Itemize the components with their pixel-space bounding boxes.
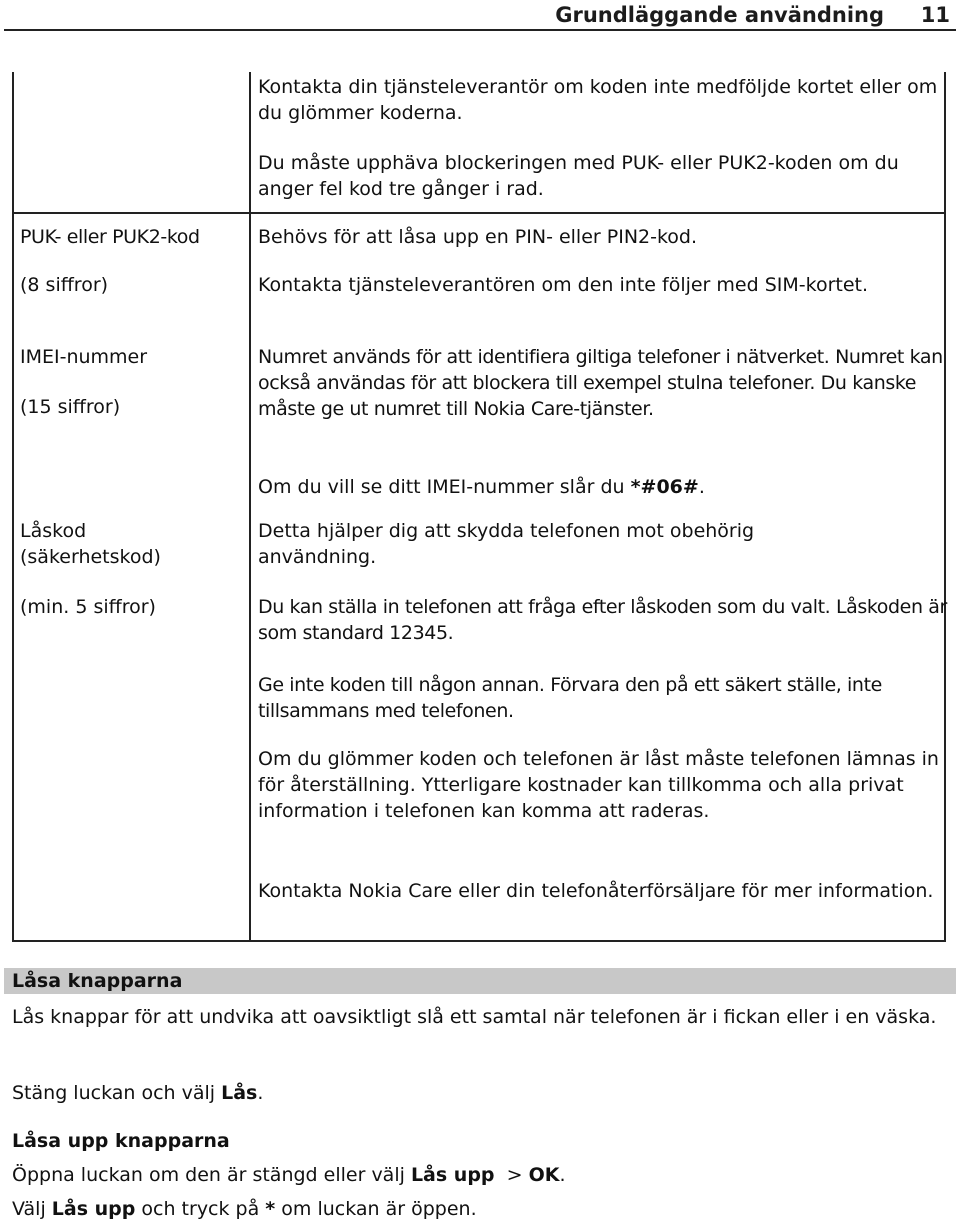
lock-code-digits: (min. 5 siffror): [20, 596, 156, 618]
p3-unlock-term: Lås upp: [410, 1164, 495, 1186]
section-paragraph-3: [12, 1162, 952, 1188]
section-heading: Låsa knapparna: [12, 970, 183, 992]
lock-text-5: Kontakta Nokia Care eller din telefonåterförsäljare för mer information.: [258, 880, 934, 902]
lock-code-label: Låskod (säkerhetskod): [20, 520, 161, 568]
p4-mid: och tryck på: [135, 1198, 266, 1220]
p4-suffix: om luckan är öppen.: [275, 1198, 477, 1220]
section-paragraph-4: [12, 1196, 952, 1222]
table-row-divider: [12, 212, 946, 214]
p4-unlock-term: Lås upp: [51, 1198, 136, 1220]
p3-arrow: >: [494, 1164, 529, 1186]
row1-text-1: Kontakta din tjänsteleverantör om koden inte medföljde kortet eller om du glömmer koderna.: [258, 76, 938, 124]
subheading-text: Låsa upp knapparna: [12, 1130, 230, 1152]
table-border-left: [12, 72, 14, 942]
lock-text-4: Om du glömmer koden och telefonen är låst måste telefonen lämnas in för återställning. Ytterligare kostnader kan tillkomma och alla privat information i telefonen kan komma att raderas.: [258, 748, 939, 822]
lock-text-1: Detta hjälper dig att skydda telefonen mot obehörig användning.: [258, 520, 755, 568]
imei-digits: (15 siffror): [20, 396, 121, 418]
section-heading-bar: [4, 968, 956, 994]
section-paragraph-2: [12, 1080, 952, 1106]
subheading: [12, 1128, 952, 1154]
imei-text-2-prefix: Om du vill se ditt IMEI-nummer slår du: [258, 476, 631, 498]
puk-text-1: Behövs för att låsa upp en PIN- eller PIN2-kod.: [258, 226, 698, 248]
imei-text-2: [258, 474, 948, 500]
p3-ok-term: OK: [528, 1164, 560, 1186]
section-paragraph-1: Lås knappar för att undvika att oavsiktligt slå ett samtal när telefonen är i fickan eller i en väska.: [12, 1006, 937, 1028]
p2-lock-term: Lås: [221, 1082, 258, 1104]
puk-code-label: PUK- eller PUK2-kod: [20, 226, 200, 248]
p3-suffix: .: [559, 1164, 566, 1186]
lock-text-2: Du kan ställa in telefonen att fråga efter låskoden som du valt. Låskoden är som standard 12345.: [258, 596, 947, 644]
lock-text-3: Ge inte koden till någon annan. Förvara den på ett säkert ställe, inte tillsammans med telefonen.: [258, 674, 882, 722]
running-title: Grundläggande användning: [555, 3, 884, 27]
p2-suffix: .: [257, 1082, 264, 1104]
p2-prefix: Stäng luckan och välj: [12, 1082, 222, 1104]
p4-prefix: Välj: [12, 1198, 52, 1220]
p3-prefix: Öppna luckan om den är stängd eller välj: [12, 1164, 411, 1186]
imei-text-2-suffix: .: [698, 476, 705, 498]
table-border-bottom: [12, 940, 946, 942]
row1-text-2: Du måste upphäva blockeringen med PUK- eller PUK2-koden om du anger fel kod tre gånger i rad.: [258, 152, 899, 200]
puk-code-digits: (8 siffror): [20, 274, 109, 296]
table-column-divider: [249, 72, 251, 942]
page-number: 11: [920, 3, 950, 27]
imei-text-1: Numret används för att identifiera giltiga telefoner i nätverket. Numret kan också användas för att blockera till exempel stulna telefoner. Du kanske måste ge ut numret till Nokia Care-tjänster.: [258, 346, 943, 420]
imei-code: *#06#: [630, 476, 699, 498]
p4-star-key: *: [265, 1198, 276, 1220]
puk-text-2: Kontakta tjänsteleverantören om den inte följer med SIM-kortet.: [258, 274, 869, 296]
imei-label: IMEI-nummer: [20, 346, 148, 368]
